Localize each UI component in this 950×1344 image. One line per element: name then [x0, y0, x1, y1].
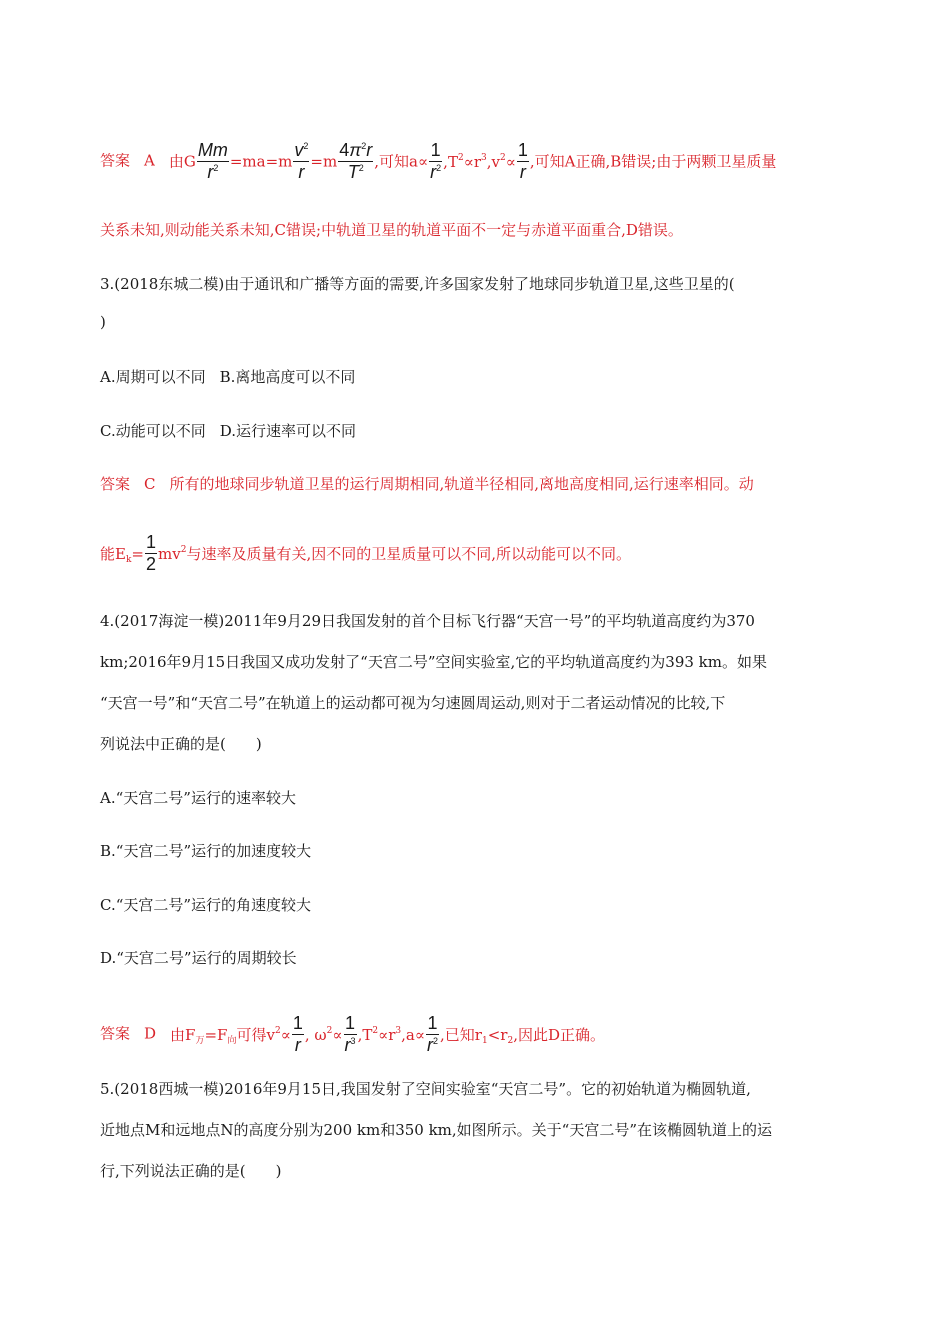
q3-stem-line-1: 3.(2018东城二模)由于通讯和广播等方面的需要,许多国家发射了地球同步轨道卫星,这些卫星的( — [100, 275, 735, 293]
q4-stem-line-2: km;2016年9月15日我国又成功发射了“天宫二号”空间实验室,它的平均轨道高度约为393 km。如果 — [100, 653, 767, 671]
q4-stem-line-1: 4.(2017海淀一模)2011年9月29日我国发射的首个目标飞行器“天宫一号”的平均轨道高度约为370 — [100, 612, 755, 630]
answer-label: 答案 — [100, 151, 131, 170]
q4-option-b: B.“天宫二号”运行的加速度较大 — [100, 842, 312, 860]
q3-stem-line-2: ) — [100, 313, 106, 331]
fraction-4pi2r-t2: $\frac{4\pi^2r}{T^2}$ — [339, 140, 373, 182]
fraction-gmm-r2: $\frac{Mm}{r^2}$ — [197, 140, 228, 182]
fraction-1-r3: $\frac{1}{r^3}$ — [344, 1013, 356, 1055]
fraction-v2-r: $\frac{v^2}{r}$ — [294, 140, 309, 182]
fraction-one-half: $\frac{1}{2}$ — [146, 532, 157, 574]
q2-answer-line-2: 关系未知,则动能关系未知,C错误;中轨道卫星的轨道平面不一定与赤道平面重合,D错误。 — [100, 221, 683, 239]
answer-choice: D — [144, 1024, 157, 1043]
q5-stem-line-3: 行,下列说法正确的是( ) — [100, 1162, 282, 1180]
answer-label: 答案 — [100, 1024, 131, 1043]
q3-answer-line-2: 能$E_k=$ $\frac{1}{2}$ $mv^2$与速率及质量有关,因不同的卫星质量可以不同,所以动能可以不同。 — [100, 532, 631, 574]
fraction-1-r: $\frac{1}{r}$ — [517, 140, 528, 182]
fraction-1-r2: $\frac{1}{r^2}$ — [427, 1013, 439, 1055]
q4-answer-line: 答案 D 由$F_万=F_向$可得$v^2\propto$ $\frac{1}{r}$ , $\omega^2\propto$ $\frac{1}{r^3}$ $,T^2\propto r^3,a\propto$ $\frac{1}{r^2}$ ,已知$r_1<r_2$,因此D正确。 — [100, 1013, 605, 1055]
fraction-1-r2: $\frac{1}{r^2}$ — [430, 140, 442, 182]
q3-options-cd — [100, 421, 850, 441]
answer-label: 答案 — [100, 475, 131, 493]
answer-choice: C — [144, 475, 156, 493]
q3-option-a: A.周期可以不同 — [100, 368, 206, 386]
q2-answer-line-1: 答案 A 由G $\frac{Mm}{r^2}$ =ma=m $\frac{v^2}{r}$ =m $\frac{4\pi^2r}{T^2}$ ,可知a∝ $\frac{1}{r^2}$ $,T^2\propto r^3,v^2\propto$ $\frac{1}{r}$ ,可知A正确,B错误;由于两颗卫星质量 — [100, 140, 777, 182]
q5-stem-line-2: 近地点M和远地点N的高度分别为200 km和350 km,如图所示。关于“天宫二号”在该椭圆轨道上的运 — [100, 1121, 773, 1139]
q5-stem-line-1: 5.(2018西城一模)2016年9月15日,我国发射了空间实验室“天宫二号”。它的初始轨道为椭圆轨道, — [100, 1080, 751, 1098]
q4-stem-line-3: “天宫一号”和“天宫二号”在轨道上的运动都可视为匀速圆周运动,则对于二者运动情况的比较,下 — [100, 694, 726, 712]
q3-answer-line-1: 答案 C 所有的地球同步轨道卫星的运行周期相同,轨道半径相同,离地高度相同,运行速率相同。动 — [100, 475, 754, 493]
q3-options-ab — [100, 367, 850, 387]
q4-stem-line-4: 列说法中正确的是( ) — [100, 735, 262, 753]
q3-option-b: B.离地高度可以不同 — [219, 368, 356, 386]
q4-option-c: C.“天宫二号”运行的角速度较大 — [100, 896, 312, 914]
q4-option-d: D.“天宫二号”运行的周期较长 — [100, 949, 297, 967]
q3-option-c: C.动能可以不同 — [100, 422, 206, 440]
answer-choice: A — [144, 151, 155, 170]
q4-option-a: A.“天宫二号”运行的速率较大 — [100, 789, 296, 807]
fraction-1-r: $\frac{1}{r}$ — [292, 1013, 303, 1055]
q3-option-d: D.运行速率可以不同 — [219, 422, 356, 440]
